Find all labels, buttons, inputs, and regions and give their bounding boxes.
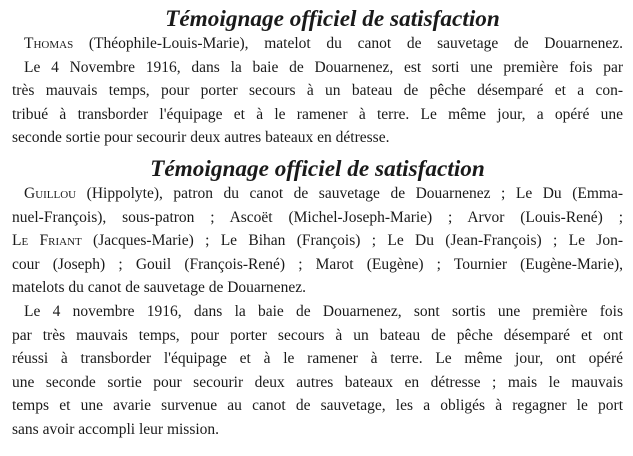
paragraph-crew (12, 182, 623, 442)
text-line: une seconde sortie pour secourir deux autres bateaux en détresse ; mais le mauvais (12, 373, 623, 391)
text-line: nuel-François), sous-patron ; Ascoët (Michel-Joseph-Marie) ; Arvor (Louis-René) ; (12, 208, 623, 226)
surname: Guillou (24, 184, 77, 202)
text-line: réussi à transborder l'équipage et à le ramener à terre. Le même jour, ont opéré (12, 350, 623, 368)
section-heading-2: Témoignage officiel de satisfaction (150, 155, 485, 182)
text-line: Le 4 novembre 1916, dans la baie de Douarnenez, sont sortis une première fois (24, 302, 623, 320)
text-line: tribué à transborder l'équipage et à le ramener à terre. Le même jour, a opéré une (12, 105, 623, 123)
text-line: très mauvais temps, pour porter secours à un bateau de pêche désemparé et a con- (12, 82, 623, 100)
text-line: Le Friant (Jacques-Marie) ; Le Bihan (François) ; Le Du (Jean-François) ; Le Jon- (12, 232, 623, 250)
text-line: temps et une avarie survenue au canot de sauvetage, les a obligés à regagner le port (12, 397, 623, 415)
text-line: cour (Joseph) ; Gouil (François-René) ; Marot (Eugène) ; Tournier (Eugène-Marie), (12, 255, 623, 273)
text-line: Le 4 Novembre 1916, dans la baie de Douarnenez, est sorti une première fois par (24, 58, 623, 76)
surname: Le Friant (12, 232, 82, 250)
text-line: matelots du canot de sauvetage de Douarnenez. (12, 279, 306, 297)
text-line: seconde sortie pour secourir deux autres bateaux en détresse. (12, 129, 390, 147)
paragraph-thomas (12, 32, 623, 150)
text-line: par très mauvais temps, pour porter secours à un bateau de pêche désemparé et ont (12, 326, 623, 344)
text-line: sans avoir accompli leur mission. (12, 420, 220, 438)
text-line: Guillou (Hippolyte), patron du canot de sauvetage de Douarnenez ; Le Du (Emma- (24, 184, 623, 202)
section-heading-1: Témoignage officiel de satisfaction (165, 6, 500, 32)
text-line: Thomas (Théophile-Louis-Marie), matelot du canot de sauvetage de Douarnenez. (24, 35, 623, 52)
surname: Thomas (24, 35, 74, 52)
